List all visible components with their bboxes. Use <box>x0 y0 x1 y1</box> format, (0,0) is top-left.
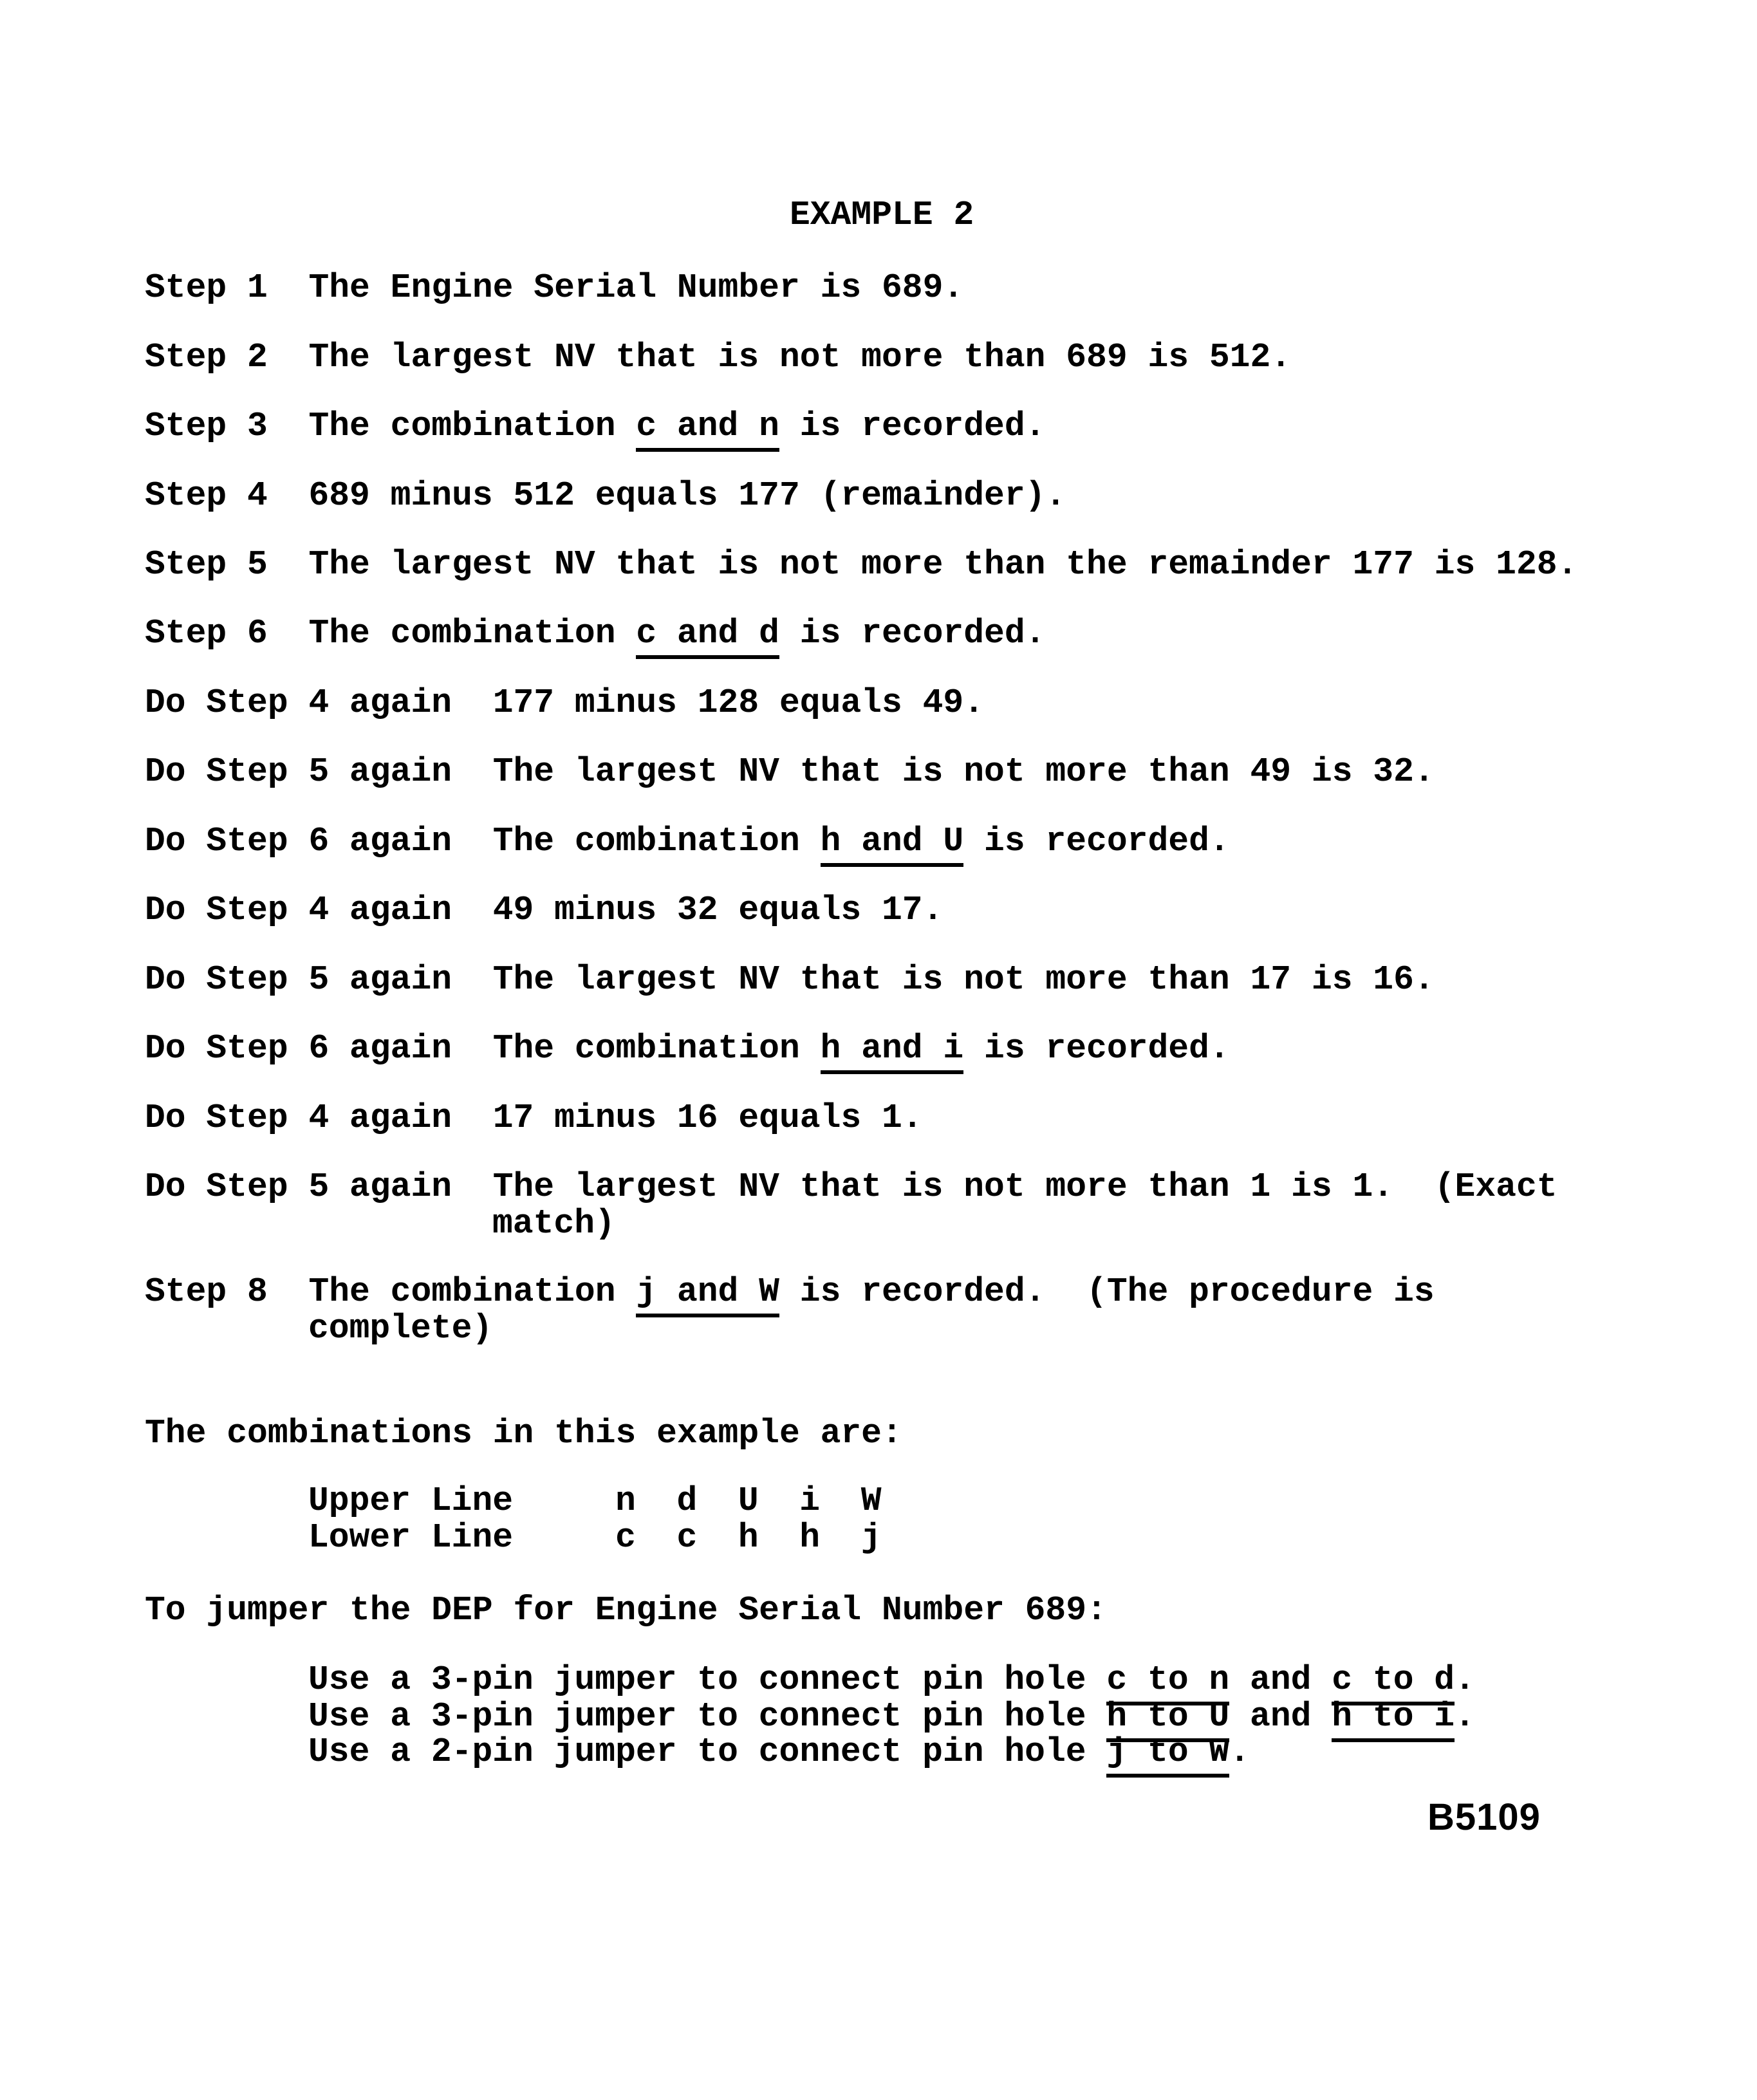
step-3-text-pre: The combination <box>308 407 637 445</box>
step-8-text-continued: complete) <box>308 1309 493 1348</box>
do-step-6-again-label: Do Step 6 again <box>145 822 452 860</box>
jumper-instruction-1-pre: Use a 3-pin jumper to connect pin hole <box>308 1660 1107 1699</box>
do-step-5-again-wrap-text <box>492 1205 615 1243</box>
step-8-text-pre: The combination <box>308 1272 637 1311</box>
do-step-6-again-underlined-combination: h and i <box>821 1029 964 1074</box>
combinations-heading-text: The combinations in this example are: <box>145 1414 902 1453</box>
jumper-instruction-3 <box>308 1733 1250 1771</box>
do-step-4-again-label: Do Step 4 again <box>145 683 452 722</box>
do-step-5-again-text: The largest NV that is not more than 49 is 32. <box>492 752 1435 791</box>
jumper-instruction-2-post: . <box>1455 1697 1475 1736</box>
upper-line-values: n d U i W <box>615 1482 882 1520</box>
step-8-line <box>145 1273 1435 1311</box>
do-step-5-again-text-continued: match) <box>492 1204 615 1243</box>
do-step-6-again-text-post: is recorded. <box>963 1029 1230 1068</box>
do-step-6-again-line-1 <box>145 822 1230 860</box>
jumper-instruction-2 <box>308 1698 1475 1736</box>
step-1-label: Step 1 <box>145 268 268 307</box>
upper-line-label: Upper Line <box>308 1482 514 1520</box>
do-step-6-again-text-post: is recorded. <box>963 822 1230 860</box>
step-8-underlined-combination: j and W <box>636 1272 779 1317</box>
step-2-text: The largest NV that is not more than 689 is 512. <box>308 338 1292 376</box>
do-step-5-again-text: The largest NV that is not more than 17 is 16. <box>492 960 1435 999</box>
do-step-6-again-text-pre: The combination <box>492 1029 821 1068</box>
lower-line-label: Lower Line <box>308 1518 514 1557</box>
step-5-line <box>145 546 1577 584</box>
do-step-6-again-label: Do Step 6 again <box>145 1029 452 1068</box>
jumper-instruction-1-post: . <box>1455 1660 1475 1699</box>
step-5-text: The largest NV that is not more than the remainder 177 is 128. <box>308 545 1578 584</box>
step-6-underlined-combination: c and d <box>636 614 779 659</box>
jumper-instruction-3-post: . <box>1229 1733 1250 1771</box>
do-step-5-again-label: Do Step 5 again <box>145 752 452 791</box>
jumper-instruction-1 <box>308 1661 1475 1699</box>
do-step-6-again-underlined-combination: h and U <box>821 822 964 867</box>
jumper-instruction-3-pins-a: j to W <box>1106 1733 1229 1778</box>
do-step-5-again-line-2 <box>145 961 1435 999</box>
upper-line-row <box>308 1482 882 1520</box>
step-6-line <box>145 615 1045 653</box>
lower-line-values: c c h h j <box>615 1518 882 1557</box>
do-step-5-again-label: Do Step 5 again <box>145 960 452 999</box>
lower-line-row <box>308 1519 882 1557</box>
step-8-text-post: is recorded. (The procedure is <box>779 1272 1435 1311</box>
jumper-instruction-3-pre: Use a 2-pin jumper to connect pin hole <box>308 1733 1107 1771</box>
step-4-text: 689 minus 512 equals 177 (remainder). <box>308 476 1066 515</box>
jumper-instruction-2-pre: Use a 3-pin jumper to connect pin hole <box>308 1697 1107 1736</box>
page-title <box>790 196 974 234</box>
jumper-instruction-2-pins-b: h to i <box>1332 1697 1455 1742</box>
jumper-instruction-1-mid: and <box>1229 1660 1332 1699</box>
do-step-4-again-label: Do Step 4 again <box>145 891 452 929</box>
step-3-line <box>145 407 1045 445</box>
page-id-stamp: B5109 <box>1427 1796 1541 1838</box>
page-title-text: EXAMPLE 2 <box>790 196 974 234</box>
step-3-text-post: is recorded. <box>779 407 1046 445</box>
do-step-6-again-line-2 <box>145 1030 1230 1068</box>
step-6-text-post: is recorded. <box>779 614 1046 653</box>
step-4-line <box>145 477 1066 515</box>
do-step-5-again-line-3 <box>145 1168 1557 1206</box>
do-step-4-again-text: 177 minus 128 equals 49. <box>492 683 985 722</box>
do-step-4-again-line-3 <box>145 1099 923 1137</box>
step-4-label: Step 4 <box>145 476 268 515</box>
step-5-label: Step 5 <box>145 545 268 584</box>
do-step-5-again-label: Do Step 5 again <box>145 1167 452 1206</box>
step-8-label: Step 8 <box>145 1272 268 1311</box>
step-6-text-pre: The combination <box>308 614 637 653</box>
jumper-instruction-2-mid: and <box>1229 1697 1332 1736</box>
do-step-4-again-label: Do Step 4 again <box>145 1099 452 1137</box>
do-step-5-again-line-1 <box>145 753 1435 791</box>
step-1-line <box>145 269 963 307</box>
jumper-instruction-1-pins-a: c to n <box>1106 1660 1229 1705</box>
step-3-underlined-combination: c and n <box>636 407 779 452</box>
do-step-5-again-text: The largest NV that is not more than 1 is 1. (Exact <box>492 1167 1557 1206</box>
do-step-4-again-text: 49 minus 32 equals 17. <box>492 891 944 929</box>
step-8-wrap-text <box>308 1310 492 1348</box>
combinations-heading <box>145 1415 902 1453</box>
step-2-line <box>145 339 1291 376</box>
do-step-4-again-line-2 <box>145 891 943 929</box>
step-6-label: Step 6 <box>145 614 268 653</box>
step-3-label: Step 3 <box>145 407 268 445</box>
do-step-6-again-text-pre: The combination <box>492 822 821 860</box>
jumper-instruction-2-pins-a: h to U <box>1106 1697 1229 1742</box>
jumper-heading <box>145 1592 1107 1630</box>
do-step-4-again-text: 17 minus 16 equals 1. <box>492 1099 923 1137</box>
do-step-4-again-line-1 <box>145 684 984 722</box>
jumper-heading-text: To jumper the DEP for Engine Serial Number 689: <box>145 1591 1107 1630</box>
step-1-text: The Engine Serial Number is 689. <box>308 268 964 307</box>
jumper-instruction-1-pins-b: c to d <box>1332 1660 1455 1705</box>
step-2-label: Step 2 <box>145 338 268 376</box>
